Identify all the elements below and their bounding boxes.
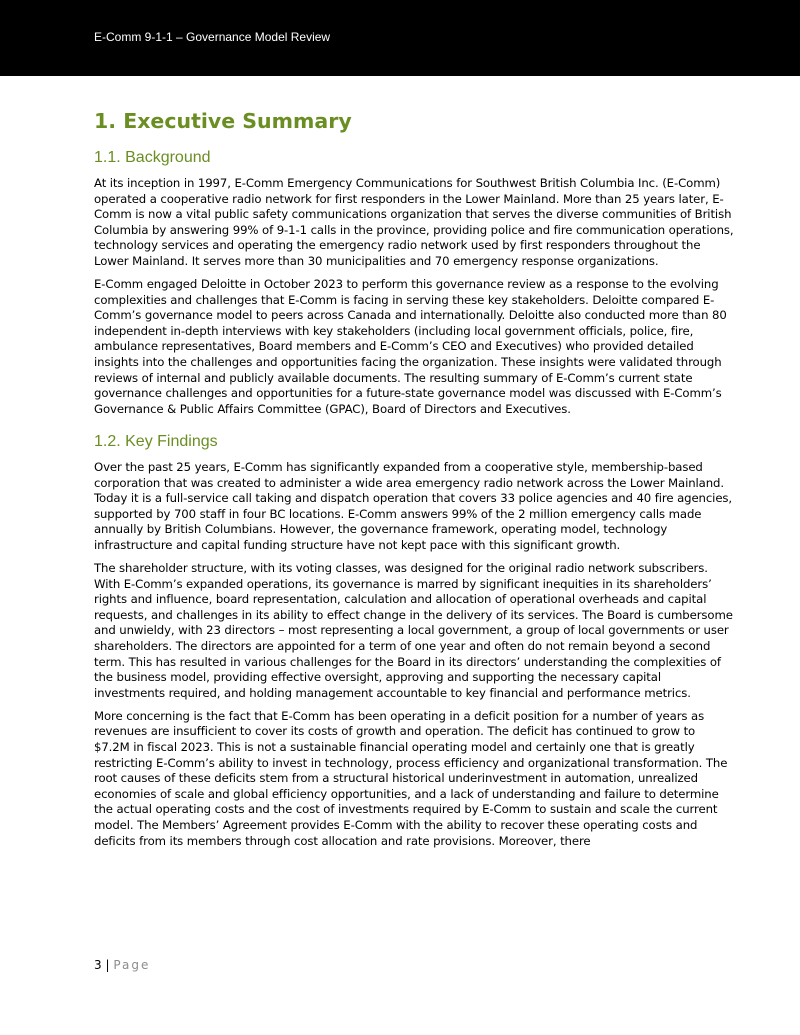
paragraph: The shareholder structure, with its voting classes, was designed for the original radio network subscribers. With E-Comm’s expanded operations, its governance is marred by significant inequities in its shareholders’ rights and influence, board representation, calculation and allocation of operational overheads and capital requests, and challenges in its ability to effect change in the delivery of its services. The Board is cumbersome and unwieldy, with 23 directors – most representing a local government, a group of local governments or user shareholders. The directors are appointed for a term of one year and often do not remain beyond a second term. This has resulted in various challenges for the Board in its directors’ understanding the complexities of the business model, providing effective oversight, approving and supporting the necessary capital investments required, and holding management accountable to key financial and performance metrics. [94,560,733,700]
page-heading: 1. Executive Summary [94,109,352,133]
page-label: Page [113,958,151,972]
section-key-findings [94,431,734,849]
paragraph: More concerning is the fact that E-Comm has been operating in a deficit position for a number of years as revenues are insufficient to cover its costs of growth and operation. The deficit has continued to grow to $7.2M in fiscal 2023. This is not a sustainable financial operating model and certainly one that is greatly restricting E-Comm’s ability to invest in technology, process efficiency and organizational transformation. The root causes of these deficits stem from a structural historical underinvestment in automation, unrealized economies of scale and global efficiency opportunities, and a lack of understanding and failure to determine the actual operating costs and the cost of investments required by E-Comm to sustain and scale the current model. The Members’ Agreement provides E-Comm with the ability to recover these operating costs and deficits from its members through cost allocation and rate provisions. Moreover, there [94,708,728,848]
page-separator: | [105,958,110,972]
paragraph: At its inception in 1997, E-Comm Emergency Communications for Southwest British Columbia Inc. (E-Comm) operated a cooperative radio network for first responders in the Lower Mainland. More than 25 years later, E-Comm is now a vital public safety communications organization that serves the diverse communities of British Columbia by answering 99% of 9-1-1 calls in the province, providing police and fire communication operations, technology services and operating the emergency radio network used by first responders throughout the Lower Mainland. It serves more than 30 municipalities and 70 emergency response organizations. [94,176,734,268]
page-number: 3 [94,958,102,972]
section-title: 1.2. Key Findings [94,432,218,450]
section-background [94,147,734,417]
paragraph: Over the past 25 years, E-Comm has significantly expanded from a cooperative style, membership-based corporation that was created to administer a wide area emergency radio network across the Lower Mainland. Today it is a full-service call taking and dispatch operation that covers 33 police agencies and 40 fire agencies, supported by 700 staff in four BC locations. E-Comm answers 99% of the 2 million emergency calls made annually by British Columbians. However, the governance framework, operating model, technology infrastructure and capital funding structure have not kept pace with this significant growth. [94,459,733,552]
header-title: E-Comm 9-1-1 – Governance Model Review [94,30,331,44]
paragraph: E-Comm engaged Deloitte in October 2023 to perform this governance review as a response to the evolving complexities and challenges that E-Comm is facing in serving these key stakeholders. Deloitte compared E-Comm’s governance model to peers across Canada and internationally. Deloitte also conducted more than 80 independent in-depth interviews with key stakeholders (including local government officials, police, fire, ambulance representatives, Board members and E-Comm’s CEO and Executives) who provided detailed insights into the challenges and opportunities facing the organization. These insights were validated through reviews of internal and publicly available documents. The resulting summary of E-Comm’s current state governance challenges and opportunities for a future-state governance model was discussed with E-Comm’s Governance & Public Affairs Committee (GPAC), Board of Directors and Executives. [94,277,727,416]
page-header-bar [0,0,800,76]
section-title: 1.1. Background [94,149,211,166]
document-body [94,106,734,857]
page-footer [94,958,150,972]
